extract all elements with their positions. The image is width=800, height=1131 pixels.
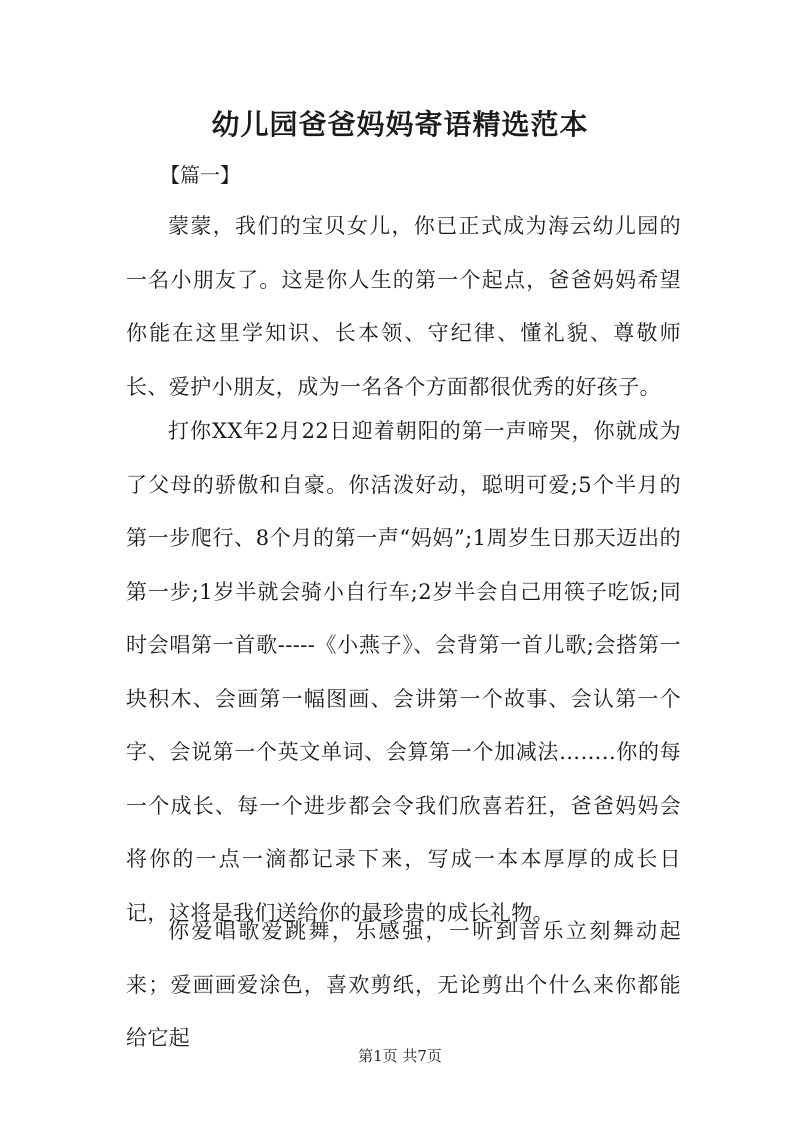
paragraph-3: 你爱唱歌爱跳舞，乐感强，一听到音乐立刻舞动起来；爱画画爱涂色，喜欢剪纸，无论剪出个什么来你都能给它起 [126, 919, 681, 1050]
paragraph-2: 打你XX年2月22日迎着朝阳的第一声啼哭，你就成为了父母的骄傲和自豪。你活泼好动，聪明可爱;5个半月的第一步爬行、8个月的第一声“妈妈”;1周岁生日那天迈出的第一步;1岁半就会骑小自行车;2岁半会自己用筷子吃饭;同时会唱第一首歌-----《小燕子》、会背第一首儿歌;会搭第一块积木、会画第一幅图画、会讲第一个故事、会认第一个字、会说第一个英文单词、会算第一个加减法……..你的每一个成长、每一个进步都会令我们欣喜若狂，爸爸妈妈会将你的一点一滴都记录下来，写成一本本厚厚的成长日记，这将是我们送给你的最珍贵的成长礼物。 [126, 419, 681, 925]
document-title: 幼儿园爸爸妈妈寄语精选范本 [211, 108, 589, 141]
paragraph-1: 蒙蒙，我们的宝贝女儿，你已正式成为海云幼儿园的一名小朋友了。这是你人生的第一个起点，爸爸妈妈希望你能在这里学知识、长本领、守纪律、懂礼貌、尊敬师长、爱护小朋友，成为一名各个方面都很优秀的好孩子。 [126, 214, 681, 399]
page-footer: 第1页 共7页 [358, 1047, 442, 1065]
section-heading: 【篇一】 [160, 163, 240, 187]
